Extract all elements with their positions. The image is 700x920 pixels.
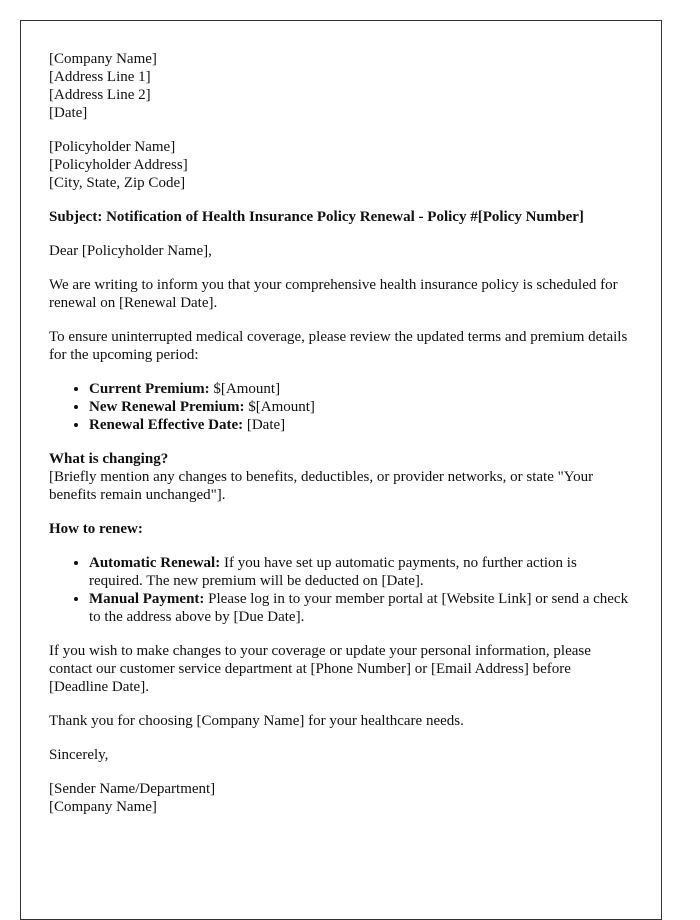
sender-company-name: [Company Name] (49, 51, 157, 67)
closing: Sincerely, (49, 747, 109, 763)
subject-line: Subject: Notification of Health Insurance Policy Renewal - Policy #[Policy Number] (49, 209, 584, 225)
signature-block (49, 780, 633, 816)
premium-detail-item (89, 398, 633, 416)
review-paragraph: To ensure uninterrupted medical coverage, please review the updated terms and premium details for the upcoming period: (49, 329, 628, 363)
renew-option-text: Please log in to your member portal at [Website Link] or send a check to the address above by [Due Date]. (89, 591, 629, 625)
intro-paragraph: We are writing to inform you that your comprehensive health insurance policy is scheduled for renewal on [Renewal Date]. (49, 277, 618, 311)
letter-date: [Date] (49, 105, 88, 121)
renew-options-list (49, 554, 633, 626)
recipient-name: [Policyholder Name] (49, 139, 176, 155)
premium-detail-value: $[Amount] (244, 399, 315, 415)
renew-option-label: Automatic Renewal: (89, 555, 221, 571)
sender-address-block (49, 50, 633, 122)
sender-address-line-1: [Address Line 1] (49, 69, 151, 85)
signature-company: [Company Name] (49, 799, 157, 815)
premium-detail-item (89, 416, 633, 434)
premium-detail-item (89, 380, 633, 398)
document-viewport (20, 20, 662, 815)
renew-option-label: Manual Payment: (89, 591, 205, 607)
signature-sender: [Sender Name/Department] (49, 781, 216, 797)
salutation: Dear [Policyholder Name], (49, 243, 212, 259)
premium-details-list (49, 380, 633, 434)
changes-heading: What is changing? (49, 451, 169, 467)
recipient-address: [Policyholder Address] (49, 157, 188, 173)
thanks-paragraph: Thank you for choosing [Company Name] for your healthcare needs. (49, 713, 464, 729)
premium-detail-value: [Date] (243, 417, 286, 433)
changes-body: [Briefly mention any changes to benefits, deductibles, or provider networks, or state "Your benefits remain unchanged"]. (49, 469, 594, 503)
renew-option-item (89, 554, 633, 590)
premium-detail-value: $[Amount] (209, 381, 281, 397)
sender-address-line-2: [Address Line 2] (49, 87, 151, 103)
recipient-city-state-zip: [City, State, Zip Code] (49, 175, 186, 191)
letter-page (20, 20, 662, 920)
contact-paragraph: If you wish to make changes to your coverage or update your personal information, please contact our customer service department at [Phone Number] or [Email Address] before [Deadline Date]. (49, 643, 591, 695)
premium-detail-label: New Renewal Premium: (89, 399, 245, 415)
recipient-address-block (49, 138, 633, 192)
premium-detail-label: Renewal Effective Date: (89, 417, 244, 433)
changes-section (49, 450, 633, 504)
renew-heading: How to renew: (49, 521, 143, 537)
renew-option-item (89, 590, 633, 626)
renew-option-text: If you have set up automatic payments, no further action is required. The new premium will be deducted on [Date]. (89, 555, 577, 589)
premium-detail-label: Current Premium: (89, 381, 210, 397)
